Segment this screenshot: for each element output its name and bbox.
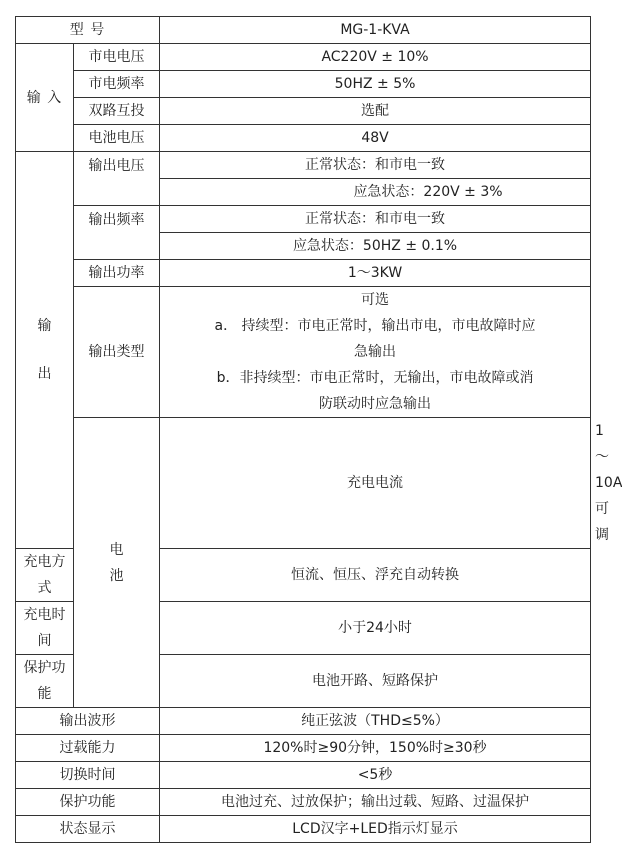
row-value: 48V — [160, 125, 591, 152]
row-label: 市电频率 — [74, 71, 160, 98]
row-value — [160, 287, 591, 418]
table-row — [16, 206, 591, 233]
category-battery-bottom: 池 — [109, 567, 124, 584]
spec-table — [15, 16, 622, 843]
row-label: 充电时间 — [16, 602, 74, 655]
row-value: 50HZ ± 5% — [160, 71, 591, 98]
type-line: 急输出 — [354, 344, 397, 360]
table-row — [16, 708, 591, 735]
row-label: 输出功率 — [74, 260, 160, 287]
type-line: 可选 — [361, 292, 390, 308]
table-row: 电 池 充电电流 1～10A可调 — [16, 418, 591, 549]
row-label: 保护功能 — [16, 655, 74, 708]
row-label: 输出频率 — [74, 206, 160, 260]
category-output — [16, 152, 74, 549]
row-label: 双路互投 — [74, 98, 160, 125]
row-value: 小于24小时 — [160, 602, 591, 655]
row-value: LCD汉字+LED指示灯显示 — [160, 816, 591, 843]
row-value: 选配 — [160, 98, 591, 125]
row-label: 充电电流 — [160, 418, 591, 549]
table-row — [16, 17, 591, 44]
row-value: 恒流、恒压、浮充自动转换 — [160, 549, 591, 602]
row-value: 1～3KW — [160, 260, 591, 287]
row-value: AC220V ± 10% — [160, 44, 591, 71]
row-label: 过载能力 — [16, 735, 160, 762]
type-line: a． 持续型：市电正常时，输出市电，市电故障时应 — [214, 318, 536, 334]
type-line: b．非持续型：市电正常时，无输出，市电故障或消 — [216, 370, 534, 386]
table-row — [16, 98, 591, 125]
category-output-bottom: 出 — [37, 366, 52, 382]
table-row — [16, 71, 591, 98]
category-output-top: 输 — [37, 318, 52, 334]
table-row — [16, 762, 591, 789]
row-value: 纯正弦波（THD≤5%） — [160, 708, 591, 735]
row-value: 应急状态：50HZ ± 0.1% — [160, 233, 591, 260]
row-label: 输出波形 — [16, 708, 160, 735]
row-label: 状态显示 — [16, 816, 160, 843]
type-line: 防联动时应急输出 — [319, 396, 432, 412]
row-label: 输出电压 — [74, 152, 160, 206]
table-row — [16, 260, 591, 287]
category-battery-top: 电 — [109, 541, 124, 558]
table-row — [16, 735, 591, 762]
row-value: 正常状态：和市电一致 — [160, 206, 591, 233]
table-row — [16, 816, 591, 843]
category-input: 输 入 — [16, 44, 74, 152]
table-row — [16, 287, 591, 418]
table-row — [16, 44, 591, 71]
row-value: 正常状态：和市电一致 — [160, 152, 591, 179]
table-row — [16, 125, 591, 152]
row-label: 保护功能 — [16, 789, 160, 816]
row-value: 应急状态：220V ± 3% — [160, 179, 591, 206]
row-label: 切换时间 — [16, 762, 160, 789]
category-battery — [74, 418, 160, 708]
model-label: 型 号 — [16, 17, 160, 44]
row-label: 电池电压 — [74, 125, 160, 152]
row-label: 市电电压 — [74, 44, 160, 71]
row-value: <5秒 — [160, 762, 591, 789]
model-value: MG-1-KVA — [160, 17, 591, 44]
row-label: 输出类型 — [74, 287, 160, 418]
row-value: 电池过充、过放保护；输出过载、短路、过温保护 — [160, 789, 591, 816]
row-value: 电池开路、短路保护 — [160, 655, 591, 708]
table-row — [16, 789, 591, 816]
row-value: 120%时≥90分钟，150%时≥30秒 — [160, 735, 591, 762]
table-row — [16, 152, 591, 179]
row-label: 充电方式 — [16, 549, 74, 602]
